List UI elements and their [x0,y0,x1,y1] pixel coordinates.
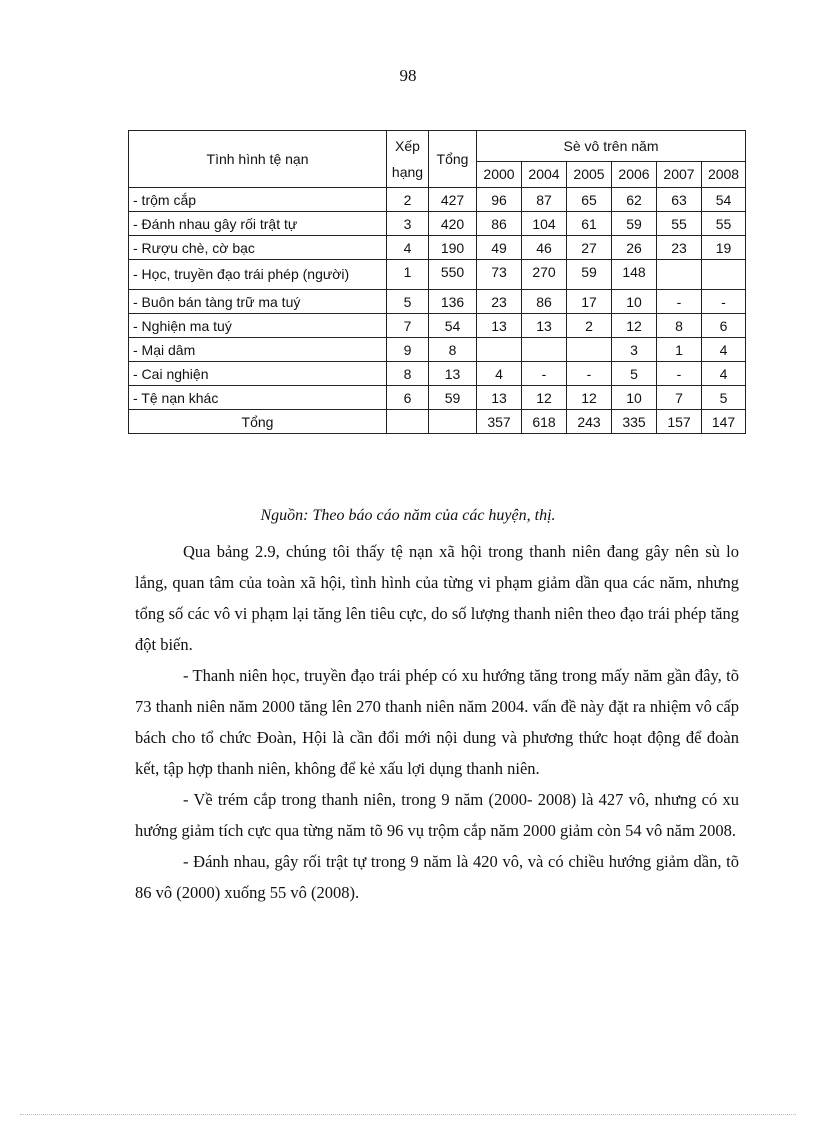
row-year-value: 87 [522,188,567,212]
row-year-value [522,338,567,362]
total-year-value: 335 [612,410,657,434]
row-year-value: - [657,290,702,314]
total-rank-empty [387,410,429,434]
row-year-value: 23 [657,236,702,260]
row-year-value: 65 [567,188,612,212]
row-year-value: 61 [567,212,612,236]
row-rank: 6 [387,386,429,410]
table-row [129,314,746,338]
row-year-value: 54 [702,188,746,212]
row-label: - Tệ nạn khác [129,386,387,410]
row-year-value: 86 [522,290,567,314]
row-year-value: 148 [612,260,657,290]
header-rank [387,131,429,188]
row-year-value: 13 [522,314,567,338]
row-year-value: 55 [702,212,746,236]
row-year-value: 13 [477,314,522,338]
total-year-value: 618 [522,410,567,434]
row-total: 54 [429,314,477,338]
row-year-value: 1 [657,338,702,362]
paragraph: - Thanh niên học, truyền đạo trái phép có xu hướng tăng trong mấy năm gần đây, tõ 73 thanh niên năm 2000 tăng lên 270 thanh niên năm 2004. vấn đề này đặt ra nhiệm vô cấp bách cho tổ chức Đoàn, Hội là cần đổi mới nội dung và phương thức hoạt động để đoàn kết, tập hợp thanh niên, không để kẻ xấu lợi dụng thanh niên. [135,666,739,778]
row-year-value: 10 [612,386,657,410]
row-year-value: 5 [702,386,746,410]
row-year-value: 3 [612,338,657,362]
row-year-value [567,338,612,362]
row-year-value: - [702,290,746,314]
row-year-value: 27 [567,236,612,260]
row-total: 190 [429,236,477,260]
social-evils-table [128,130,746,434]
row-year-value: 104 [522,212,567,236]
page-footer-divider [20,1114,796,1115]
row-year-value: 12 [567,386,612,410]
body-text [135,536,739,908]
row-year-value: 59 [567,260,612,290]
row-year-value: 96 [477,188,522,212]
total-row [129,410,746,434]
row-label: - Cai nghiện [129,362,387,386]
row-rank: 8 [387,362,429,386]
total-label: Tổng [129,410,387,434]
row-total: 427 [429,188,477,212]
row-year-value: 26 [612,236,657,260]
header-category: Tình hình tệ nạn [129,131,387,188]
table-row [129,338,746,362]
row-total: 420 [429,212,477,236]
row-year-value: 7 [657,386,702,410]
row-year-value: - [657,362,702,386]
table-row [129,386,746,410]
row-year-value: - [522,362,567,386]
row-year-value: 12 [612,314,657,338]
row-total: 136 [429,290,477,314]
row-year-value: 49 [477,236,522,260]
total-year-value: 243 [567,410,612,434]
row-year-value: 8 [657,314,702,338]
header-year: 2006 [612,161,657,187]
row-rank: 9 [387,338,429,362]
row-label: - Nghiện ma tuý [129,314,387,338]
row-year-value: 5 [612,362,657,386]
row-year-value: 4 [702,338,746,362]
row-label: - Mại dâm [129,338,387,362]
row-year-value [657,260,702,290]
row-label: - Đánh nhau gây rối trật tự [129,212,387,236]
row-label: - Rượu chè, cờ bạc [129,236,387,260]
header-years-group: Sè vô trên năm [477,131,746,162]
total-year-value: 147 [702,410,746,434]
row-year-value: 10 [612,290,657,314]
row-year-value: 6 [702,314,746,338]
row-year-value: 86 [477,212,522,236]
total-year-value: 157 [657,410,702,434]
row-rank: 3 [387,212,429,236]
table-row [129,212,746,236]
paragraph: - Về trém cắp trong thanh niên, trong 9 năm (2000- 2008) là 427 vô, nhưng có xu hướng giảm tích cực qua từng năm tõ 96 vụ trộm cắp năm 2000 giảm còn 54 vô năm 2008. [135,790,739,840]
page-number: 98 [399,66,417,85]
total-year-value: 357 [477,410,522,434]
row-year-value [477,338,522,362]
row-label: - Buôn bán tàng trữ ma tuý [129,290,387,314]
table-caption: Nguồn: Theo báo cáo năm của các huyện, thị. [260,507,556,524]
table-row [129,236,746,260]
row-year-value: 17 [567,290,612,314]
row-year-value: 4 [477,362,522,386]
row-year-value: 73 [477,260,522,290]
header-rank-line2: hạng [391,164,424,180]
row-year-value: 19 [702,236,746,260]
row-rank: 2 [387,188,429,212]
row-year-value: 63 [657,188,702,212]
row-rank: 1 [387,260,429,290]
row-rank: 4 [387,236,429,260]
row-year-value: 13 [477,386,522,410]
row-rank: 7 [387,314,429,338]
total-total-empty [429,410,477,434]
row-year-value: 59 [612,212,657,236]
row-year-value: 270 [522,260,567,290]
row-year-value: 2 [567,314,612,338]
row-year-value: 4 [702,362,746,386]
row-total: 59 [429,386,477,410]
row-total: 8 [429,338,477,362]
header-year: 2000 [477,161,522,187]
table-body [129,188,746,434]
table-row [129,188,746,212]
paragraph: - Đánh nhau, gây rối trật tự trong 9 năm là 420 vô, và có chiều hướng giảm dần, tõ 86 vô (2000) xuống 55 vô (2008). [135,852,739,902]
row-rank: 5 [387,290,429,314]
row-year-value: 55 [657,212,702,236]
row-year-value: - [567,362,612,386]
row-label: - Học, truyền đạo trái phép (người) [129,260,387,290]
row-year-value: 12 [522,386,567,410]
row-year-value: 23 [477,290,522,314]
row-total: 550 [429,260,477,290]
row-total: 13 [429,362,477,386]
header-year: 2008 [702,161,746,187]
table-row [129,260,746,290]
header-year: 2004 [522,161,567,187]
header-rank-line1: Xếp [395,138,420,154]
paragraph: Qua bảng 2.9, chúng tôi thấy tệ nạn xã hội trong thanh niên đang gây nên sù lo lắng, quan tâm của toàn xã hội, tình hình của từng vi phạm giảm dần qua các năm, nhưng tổng số các vô vi phạm lại tăng lên tiêu cực, do số lượng thanh niên theo đạo trái phép tăng đột biến. [135,542,739,654]
row-label: - trộm cắp [129,188,387,212]
header-total: Tổng [429,131,477,188]
row-year-value: 46 [522,236,567,260]
row-year-value: 62 [612,188,657,212]
table-row [129,362,746,386]
header-year: 2007 [657,161,702,187]
row-year-value [702,260,746,290]
header-year: 2005 [567,161,612,187]
table-row [129,290,746,314]
